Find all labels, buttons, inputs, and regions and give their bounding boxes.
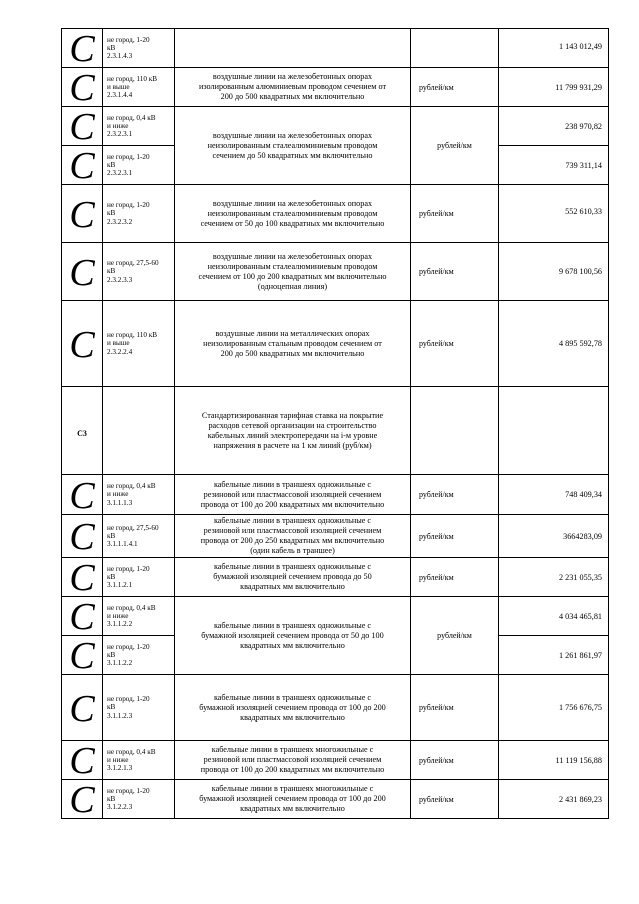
row-letter-text: C xyxy=(69,28,95,70)
row-description: кабельные линии в траншеях многожильные с бумажной изоляцией сечением провода от 100 до 200 квадратных мм включительно xyxy=(175,780,411,819)
row-description xyxy=(175,29,411,68)
row-letter-text: C xyxy=(69,779,95,821)
row-unit: рублей/км xyxy=(411,475,499,515)
row-code: не город, 0,4 кВ и ниже 2.3.2.3.1 xyxy=(103,107,175,146)
row-unit xyxy=(411,29,499,68)
row-code: не город, 1-20 кВ 3.1.1.2.2 xyxy=(103,636,175,675)
row-unit: рублей/км xyxy=(411,515,499,558)
row-description: кабельные линии в траншеях одножильные с резиновой или пластмассовой изоляцией сечением провода от 200 до 250 квадратных мм включительно (один кабель в траншее) xyxy=(175,515,411,558)
row-letter xyxy=(62,68,103,107)
row-value: 2 431 869,23 xyxy=(499,780,609,819)
row-unit: рублей/км xyxy=(411,185,499,243)
row-unit: рублей/км xyxy=(411,597,499,675)
row-value: 1 261 861,97 xyxy=(499,636,609,675)
row-code: не город, 27,5-60 кВ 2.3.2.3.3 xyxy=(103,243,175,301)
row-code: не город, 1-20 кВ 3.1.2.2.3 xyxy=(103,780,175,819)
row-value: 748 409,34 xyxy=(499,475,609,515)
row-code: не город, 1-20 кВ 2.3.2.3.2 xyxy=(103,185,175,243)
row-value: 3664283,09 xyxy=(499,515,609,558)
row-letter-text: C xyxy=(69,323,95,366)
row-letter xyxy=(62,597,103,636)
row-letter-text: C xyxy=(69,474,95,517)
row-value: 552 610,33 xyxy=(499,185,609,243)
table-row xyxy=(62,597,609,636)
row-letter-text: C xyxy=(69,740,95,782)
row-letter xyxy=(62,475,103,515)
table-row xyxy=(62,68,609,107)
row-code: не город, 110 кВ и выше 2.3.1.4.4 xyxy=(103,68,175,107)
table-row xyxy=(62,185,609,243)
row-code xyxy=(103,387,175,475)
row-unit: рублей/км xyxy=(411,243,499,301)
row-value: 9 678 100,56 xyxy=(499,243,609,301)
row-letter-text: C xyxy=(69,557,95,599)
row-code: не город, 0,4 кВ и ниже 3.1.2.1.3 xyxy=(103,741,175,780)
row-value: 11 119 156,88 xyxy=(499,741,609,780)
row-letter-text: C xyxy=(69,251,95,294)
row-description: воздушные линии на железобетонных опорах неизолированным сталеалюминиевым проводом сечением от 100 до 200 квадратных мм включительно (одноцепная линия) xyxy=(175,243,411,301)
row-letter xyxy=(62,107,103,146)
row-description: Стандартизированная тарифная ставка на покрытие расходов сетевой организации на строительство кабельных линий электропередачи на i-м уровне напряжения в расчете на 1 км линий (руб/км) xyxy=(175,387,411,475)
row-value xyxy=(499,387,609,475)
table-row xyxy=(62,243,609,301)
table-row xyxy=(62,780,609,819)
row-letter xyxy=(62,185,103,243)
row-code: не город, 1-20 кВ 2.3.2.3.1 xyxy=(103,146,175,185)
row-unit: рублей/км xyxy=(411,558,499,597)
row-letter-text: C xyxy=(69,687,95,730)
row-letter xyxy=(62,636,103,675)
row-letter-text: C xyxy=(69,193,95,236)
row-value: 1 143 012,49 xyxy=(499,29,609,68)
table-row xyxy=(62,387,609,475)
row-description: воздушные линии на железобетонных опорах неизолированным сталеалюминиевым проводом сечением от 50 до 100 квадратных мм включительно xyxy=(175,185,411,243)
row-letter-text: C xyxy=(69,596,95,638)
row-letter-text: C xyxy=(69,106,95,148)
row-unit: рублей/км xyxy=(411,107,499,185)
row-letter xyxy=(62,243,103,301)
row-unit: рублей/км xyxy=(411,675,499,741)
table-row xyxy=(62,675,609,741)
row-letter xyxy=(62,146,103,185)
row-description: кабельные линии в траншеях многожильные с резиновой или пластмассовой изоляцией сечением провода от 100 до 200 квадратных мм включительно xyxy=(175,741,411,780)
row-unit xyxy=(411,387,499,475)
row-code: не город, 27,5-60 кВ 3.1.1.1.4.1 xyxy=(103,515,175,558)
table-row xyxy=(62,558,609,597)
row-description: кабельные линии в траншеях одножильные с бумажной изоляцией сечением провода до 50 квадратных мм включительно xyxy=(175,558,411,597)
row-code: не город, 1-20 кВ 3.1.1.2.1 xyxy=(103,558,175,597)
row-value: 1 756 676,75 xyxy=(499,675,609,741)
row-value: 4 895 592,78 xyxy=(499,301,609,387)
row-unit: рублей/км xyxy=(411,301,499,387)
row-unit: рублей/км xyxy=(411,741,499,780)
row-value: 2 231 055,35 xyxy=(499,558,609,597)
row-code: не город, 0,4 кВ и ниже 3.1.1.1.3 xyxy=(103,475,175,515)
row-letter-text: C xyxy=(69,67,95,109)
row-letter-text: C xyxy=(69,635,95,677)
row-unit: рублей/км xyxy=(411,780,499,819)
row-letter xyxy=(62,675,103,741)
table-row xyxy=(62,107,609,146)
table-row xyxy=(62,301,609,387)
row-unit: рублей/км xyxy=(411,68,499,107)
tariff-table xyxy=(61,28,609,819)
row-letter-text: C3 xyxy=(77,428,87,438)
row-letter xyxy=(62,558,103,597)
row-letter xyxy=(62,515,103,558)
row-value: 11 799 931,29 xyxy=(499,68,609,107)
row-letter-text: C xyxy=(69,145,95,187)
row-code: не город, 1-20 кВ 2.3.1.4.3 xyxy=(103,29,175,68)
row-letter xyxy=(62,301,103,387)
row-letter xyxy=(62,780,103,819)
row-letter-text: C xyxy=(69,516,95,558)
row-code: не город, 0,4 кВ и ниже 3.1.1.2.2 xyxy=(103,597,175,636)
tariff-table-body xyxy=(62,29,609,819)
row-value: 238 970,82 xyxy=(499,107,609,146)
row-letter xyxy=(62,741,103,780)
row-letter xyxy=(62,387,103,475)
row-code: не город, 110 кВ и выше 2.3.2.2.4 xyxy=(103,301,175,387)
table-row xyxy=(62,515,609,558)
row-description: воздушные линии на железобетонных опорах неизолированным сталеалюминиевым проводом сечением до 50 квадратных мм включительно xyxy=(175,107,411,185)
row-description: кабельные линии в траншеях одножильные с резиновой или пластмассовой изоляцией сечением провода от 100 до 200 квадратных мм включительно xyxy=(175,475,411,515)
table-row xyxy=(62,741,609,780)
row-value: 739 311,14 xyxy=(499,146,609,185)
table-row xyxy=(62,475,609,515)
row-description: кабельные линии в траншеях одножильные с бумажной изоляцией сечением провода от 50 до 100 квадратных мм включительно xyxy=(175,597,411,675)
row-description: воздушные линии на железобетонных опорах изолированным алюминиевым проводом сечением от 200 до 500 квадратных мм включительно xyxy=(175,68,411,107)
row-description: кабельные линии в траншеях одножильные с бумажной изоляцией сечением провода от 100 до 200 квадратных мм включительно xyxy=(175,675,411,741)
row-letter xyxy=(62,29,103,68)
table-row xyxy=(62,29,609,68)
row-code: не город, 1-20 кВ 3.1.1.2.3 xyxy=(103,675,175,741)
row-description: воздушные линии на металлических опорах неизолированным стальным проводом сечением от 200 до 500 квадратных мм включительно xyxy=(175,301,411,387)
row-value: 4 034 465,81 xyxy=(499,597,609,636)
